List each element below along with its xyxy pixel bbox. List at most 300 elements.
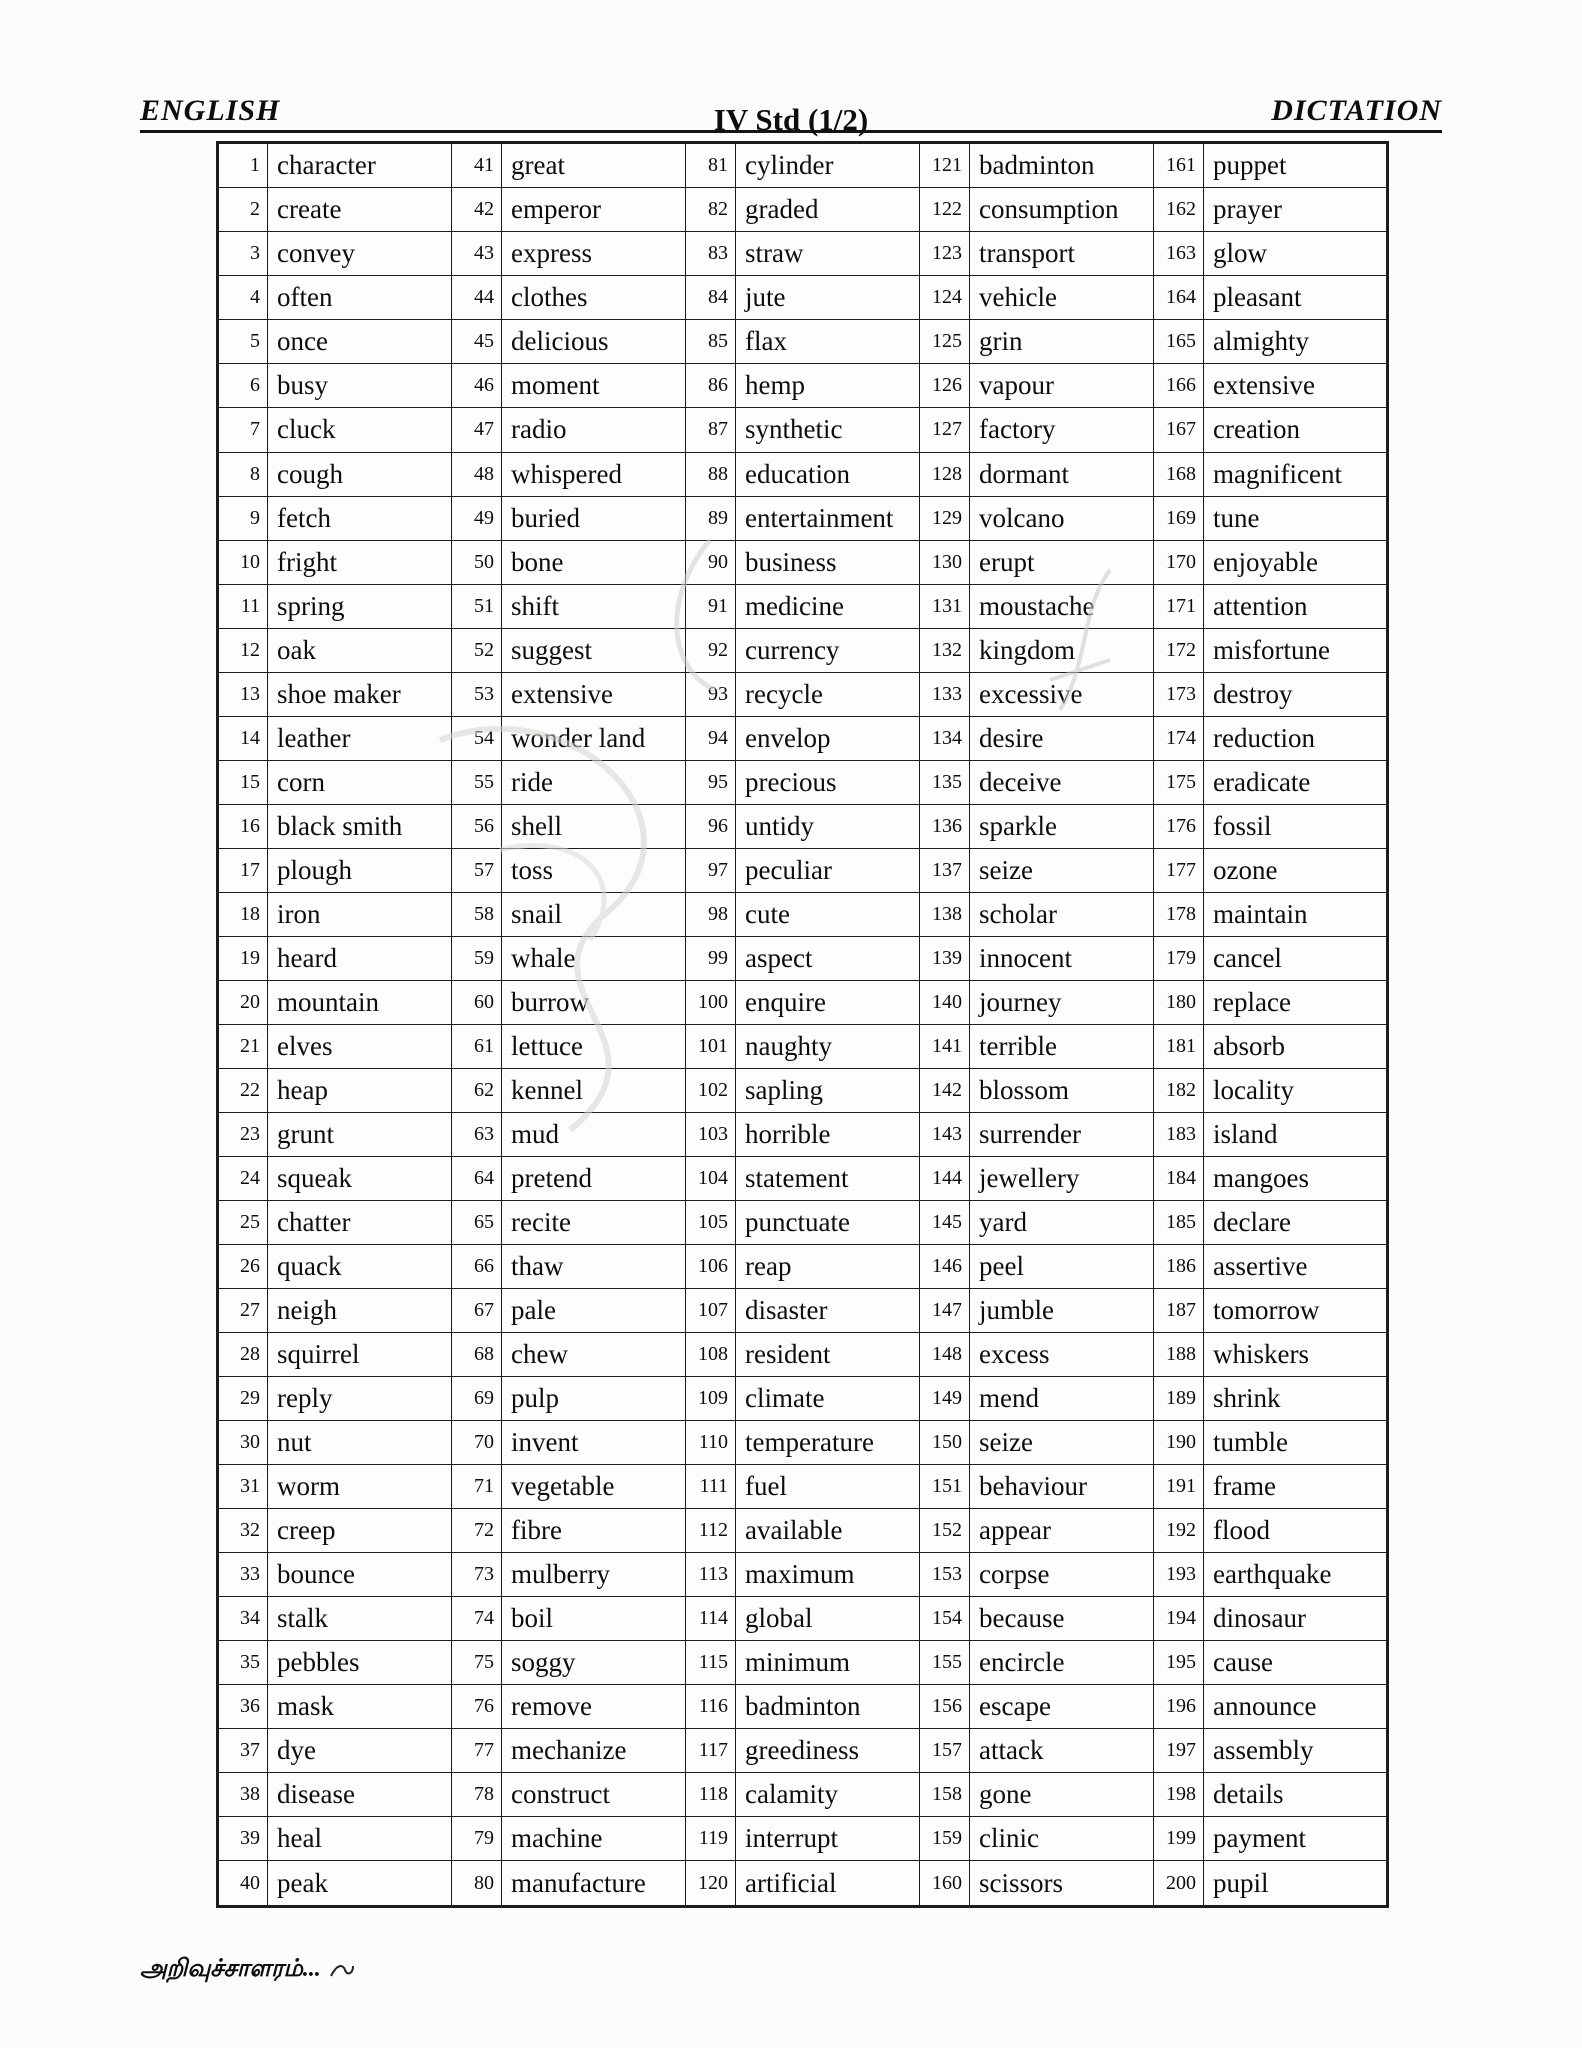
word-text: behaviour (970, 1464, 1154, 1508)
word-text: whiskers (1204, 1332, 1388, 1376)
word-text: climate (736, 1376, 920, 1420)
table-row (218, 452, 1388, 496)
word-text: machine (502, 1816, 686, 1860)
word-number: 59 (452, 936, 502, 980)
word-text: peel (970, 1244, 1154, 1288)
word-text: locality (1204, 1068, 1388, 1112)
word-text: badminton (970, 143, 1154, 188)
word-number: 3 (218, 232, 268, 276)
word-number: 5 (218, 320, 268, 364)
word-number: 195 (1154, 1640, 1204, 1684)
word-text: kennel (502, 1068, 686, 1112)
word-text: burrow (502, 980, 686, 1024)
word-number: 180 (1154, 980, 1204, 1024)
word-number: 141 (920, 1024, 970, 1068)
word-text: entertainment (736, 496, 920, 540)
word-text: horrible (736, 1112, 920, 1156)
word-number: 127 (920, 408, 970, 452)
word-text: jewellery (970, 1156, 1154, 1200)
word-text: jumble (970, 1288, 1154, 1332)
word-number: 42 (452, 188, 502, 232)
word-text: dinosaur (1204, 1596, 1388, 1640)
word-number: 85 (686, 320, 736, 364)
word-text: frame (1204, 1464, 1388, 1508)
word-text: escape (970, 1684, 1154, 1728)
word-number: 187 (1154, 1288, 1204, 1332)
word-number: 196 (1154, 1684, 1204, 1728)
word-text: chew (502, 1332, 686, 1376)
word-text: shell (502, 804, 686, 848)
word-text: vegetable (502, 1464, 686, 1508)
word-text: pulp (502, 1376, 686, 1420)
word-number: 23 (218, 1112, 268, 1156)
word-text: worm (268, 1464, 452, 1508)
word-text: clothes (502, 276, 686, 320)
word-number: 13 (218, 672, 268, 716)
word-number: 135 (920, 760, 970, 804)
word-number: 94 (686, 716, 736, 760)
word-number: 119 (686, 1816, 736, 1860)
word-number: 98 (686, 892, 736, 936)
word-text: glow (1204, 232, 1388, 276)
word-text: once (268, 320, 452, 364)
word-text: recycle (736, 672, 920, 716)
word-text: because (970, 1596, 1154, 1640)
table-row (218, 980, 1388, 1024)
word-text: currency (736, 628, 920, 672)
word-number: 92 (686, 628, 736, 672)
word-number: 61 (452, 1024, 502, 1068)
word-number: 160 (920, 1861, 970, 1907)
table-row (218, 143, 1388, 188)
word-number: 188 (1154, 1332, 1204, 1376)
word-number: 30 (218, 1420, 268, 1464)
word-number: 142 (920, 1068, 970, 1112)
word-number: 54 (452, 716, 502, 760)
table-row (218, 1464, 1388, 1508)
word-number: 41 (452, 143, 502, 188)
word-number: 57 (452, 848, 502, 892)
word-text: synthetic (736, 408, 920, 452)
word-text: wonder land (502, 716, 686, 760)
word-number: 129 (920, 496, 970, 540)
word-text: interrupt (736, 1816, 920, 1860)
word-number: 39 (218, 1816, 268, 1860)
word-text: badminton (736, 1684, 920, 1728)
word-text: graded (736, 188, 920, 232)
word-text: soggy (502, 1640, 686, 1684)
word-text: grin (970, 320, 1154, 364)
word-number: 172 (1154, 628, 1204, 672)
word-number: 163 (1154, 232, 1204, 276)
table-row (218, 496, 1388, 540)
word-number: 179 (1154, 936, 1204, 980)
word-number: 166 (1154, 364, 1204, 408)
word-number: 108 (686, 1332, 736, 1376)
word-text: bounce (268, 1552, 452, 1596)
word-number: 118 (686, 1772, 736, 1816)
word-number: 12 (218, 628, 268, 672)
word-text: puppet (1204, 143, 1388, 188)
word-number: 65 (452, 1200, 502, 1244)
word-text: mechanize (502, 1728, 686, 1772)
word-text: attention (1204, 584, 1388, 628)
word-text: seize (970, 1420, 1154, 1464)
word-number: 31 (218, 1464, 268, 1508)
word-text: hemp (736, 364, 920, 408)
footer-imprint-text: அறிவுச்சாளரம்... (140, 1956, 321, 1982)
word-number: 159 (920, 1816, 970, 1860)
word-text: absorb (1204, 1024, 1388, 1068)
word-text: ozone (1204, 848, 1388, 892)
word-text: suggest (502, 628, 686, 672)
word-text: deceive (970, 760, 1154, 804)
word-number: 170 (1154, 540, 1204, 584)
word-number: 174 (1154, 716, 1204, 760)
word-text: cute (736, 892, 920, 936)
word-text: punctuate (736, 1200, 920, 1244)
word-text: whale (502, 936, 686, 980)
word-text: tune (1204, 496, 1388, 540)
word-text: clinic (970, 1816, 1154, 1860)
word-text: temperature (736, 1420, 920, 1464)
word-number: 58 (452, 892, 502, 936)
word-text: assembly (1204, 1728, 1388, 1772)
word-number: 28 (218, 1332, 268, 1376)
table-row (218, 1772, 1388, 1816)
word-number: 60 (452, 980, 502, 1024)
word-number: 55 (452, 760, 502, 804)
table-row (218, 1376, 1388, 1420)
word-number: 125 (920, 320, 970, 364)
word-text: assertive (1204, 1244, 1388, 1288)
word-number: 140 (920, 980, 970, 1024)
word-number: 8 (218, 452, 268, 496)
word-text: mask (268, 1684, 452, 1728)
word-number: 69 (452, 1376, 502, 1420)
word-text: great (502, 143, 686, 188)
word-text: island (1204, 1112, 1388, 1156)
word-number: 9 (218, 496, 268, 540)
table-row (218, 760, 1388, 804)
word-number: 97 (686, 848, 736, 892)
word-number: 14 (218, 716, 268, 760)
word-number: 49 (452, 496, 502, 540)
word-number: 44 (452, 276, 502, 320)
word-text: extensive (1204, 364, 1388, 408)
word-text: fuel (736, 1464, 920, 1508)
word-number: 26 (218, 1244, 268, 1288)
word-text: whispered (502, 452, 686, 496)
word-text: quack (268, 1244, 452, 1288)
word-number: 109 (686, 1376, 736, 1420)
word-number: 10 (218, 540, 268, 584)
header-topic-label: DICTATION (1271, 94, 1442, 127)
footer-mark-icon (329, 1960, 355, 1982)
word-number: 20 (218, 980, 268, 1024)
word-text: enquire (736, 980, 920, 1024)
word-text: vehicle (970, 276, 1154, 320)
word-number: 191 (1154, 1464, 1204, 1508)
word-text: fright (268, 540, 452, 584)
word-number: 126 (920, 364, 970, 408)
word-text: remove (502, 1684, 686, 1728)
word-number: 17 (218, 848, 268, 892)
word-number: 173 (1154, 672, 1204, 716)
word-number: 62 (452, 1068, 502, 1112)
word-number: 90 (686, 540, 736, 584)
word-number: 81 (686, 143, 736, 188)
word-number: 121 (920, 143, 970, 188)
word-text: untidy (736, 804, 920, 848)
table-row (218, 320, 1388, 364)
word-number: 134 (920, 716, 970, 760)
word-number: 1 (218, 143, 268, 188)
word-number: 40 (218, 1861, 268, 1907)
word-number: 6 (218, 364, 268, 408)
word-text: mend (970, 1376, 1154, 1420)
word-number: 107 (686, 1288, 736, 1332)
word-number: 33 (218, 1552, 268, 1596)
word-text: corpse (970, 1552, 1154, 1596)
word-number: 102 (686, 1068, 736, 1112)
table-row (218, 540, 1388, 584)
table-row (218, 1332, 1388, 1376)
word-number: 156 (920, 1684, 970, 1728)
word-text: aspect (736, 936, 920, 980)
word-text: creation (1204, 408, 1388, 452)
table-row (218, 936, 1388, 980)
table-row (218, 1024, 1388, 1068)
word-number: 167 (1154, 408, 1204, 452)
word-number: 106 (686, 1244, 736, 1288)
word-number: 155 (920, 1640, 970, 1684)
word-number: 193 (1154, 1552, 1204, 1596)
word-text: greediness (736, 1728, 920, 1772)
word-number: 2 (218, 188, 268, 232)
word-number: 157 (920, 1728, 970, 1772)
word-number: 29 (218, 1376, 268, 1420)
word-text: resident (736, 1332, 920, 1376)
word-text: fossil (1204, 804, 1388, 848)
word-number: 151 (920, 1464, 970, 1508)
word-number: 139 (920, 936, 970, 980)
word-text: moustache (970, 584, 1154, 628)
word-number: 144 (920, 1156, 970, 1200)
table-row (218, 1508, 1388, 1552)
word-text: squeak (268, 1156, 452, 1200)
word-text: maintain (1204, 892, 1388, 936)
word-number: 87 (686, 408, 736, 452)
word-number: 52 (452, 628, 502, 672)
word-number: 114 (686, 1596, 736, 1640)
word-number: 24 (218, 1156, 268, 1200)
word-number: 175 (1154, 760, 1204, 804)
word-text: shift (502, 584, 686, 628)
table-row (218, 672, 1388, 716)
word-text: peak (268, 1861, 452, 1907)
word-number: 146 (920, 1244, 970, 1288)
word-number: 34 (218, 1596, 268, 1640)
word-text: naughty (736, 1024, 920, 1068)
table-row (218, 1684, 1388, 1728)
word-number: 35 (218, 1640, 268, 1684)
word-number: 133 (920, 672, 970, 716)
word-text: invent (502, 1420, 686, 1464)
word-number: 72 (452, 1508, 502, 1552)
word-number: 83 (686, 232, 736, 276)
word-number: 89 (686, 496, 736, 540)
word-text: pale (502, 1288, 686, 1332)
word-table-body (218, 143, 1388, 1907)
word-text: create (268, 188, 452, 232)
table-row (218, 892, 1388, 936)
word-number: 82 (686, 188, 736, 232)
word-number: 117 (686, 1728, 736, 1772)
word-number: 25 (218, 1200, 268, 1244)
word-text: declare (1204, 1200, 1388, 1244)
word-text: cough (268, 452, 452, 496)
word-text: thaw (502, 1244, 686, 1288)
page-header (140, 90, 1442, 137)
word-number: 115 (686, 1640, 736, 1684)
dictation-word-table (216, 141, 1389, 1908)
word-number: 7 (218, 408, 268, 452)
word-number: 91 (686, 584, 736, 628)
word-number: 147 (920, 1288, 970, 1332)
word-number: 95 (686, 760, 736, 804)
word-number: 164 (1154, 276, 1204, 320)
word-text: announce (1204, 1684, 1388, 1728)
word-text: pleasant (1204, 276, 1388, 320)
table-row (218, 1068, 1388, 1112)
word-number: 75 (452, 1640, 502, 1684)
word-number: 18 (218, 892, 268, 936)
word-text: grunt (268, 1112, 452, 1156)
word-text: boil (502, 1596, 686, 1640)
word-number: 103 (686, 1112, 736, 1156)
word-number: 185 (1154, 1200, 1204, 1244)
word-text: gone (970, 1772, 1154, 1816)
word-text: jute (736, 276, 920, 320)
word-number: 190 (1154, 1420, 1204, 1464)
word-text: journey (970, 980, 1154, 1024)
word-text: cause (1204, 1640, 1388, 1684)
word-number: 200 (1154, 1861, 1204, 1907)
word-text: shrink (1204, 1376, 1388, 1420)
word-text: available (736, 1508, 920, 1552)
word-text: erupt (970, 540, 1154, 584)
word-text: dormant (970, 452, 1154, 496)
word-text: reduction (1204, 716, 1388, 760)
word-text: corn (268, 760, 452, 804)
word-number: 74 (452, 1596, 502, 1640)
word-number: 131 (920, 584, 970, 628)
word-text: pebbles (268, 1640, 452, 1684)
word-number: 38 (218, 1772, 268, 1816)
table-row (218, 188, 1388, 232)
word-number: 4 (218, 276, 268, 320)
word-number: 143 (920, 1112, 970, 1156)
word-text: delicious (502, 320, 686, 364)
word-text: express (502, 232, 686, 276)
word-number: 16 (218, 804, 268, 848)
word-text: payment (1204, 1816, 1388, 1860)
table-row (218, 848, 1388, 892)
word-text: kingdom (970, 628, 1154, 672)
word-text: blossom (970, 1068, 1154, 1112)
table-row (218, 584, 1388, 628)
word-number: 161 (1154, 143, 1204, 188)
word-text: earthquake (1204, 1552, 1388, 1596)
word-text: reply (268, 1376, 452, 1420)
word-text: business (736, 540, 920, 584)
word-text: almighty (1204, 320, 1388, 364)
word-number: 120 (686, 1861, 736, 1907)
word-text: straw (736, 232, 920, 276)
page-title: IV Std (1/2) (713, 102, 869, 137)
word-text: enjoyable (1204, 540, 1388, 584)
word-text: moment (502, 364, 686, 408)
word-number: 168 (1154, 452, 1204, 496)
word-text: construct (502, 1772, 686, 1816)
word-text: reap (736, 1244, 920, 1288)
word-text: encircle (970, 1640, 1154, 1684)
word-number: 101 (686, 1024, 736, 1068)
word-number: 77 (452, 1728, 502, 1772)
word-number: 63 (452, 1112, 502, 1156)
word-number: 36 (218, 1684, 268, 1728)
word-text: mangoes (1204, 1156, 1388, 1200)
table-row (218, 1112, 1388, 1156)
word-text: scissors (970, 1861, 1154, 1907)
word-text: leather (268, 716, 452, 760)
word-text: mud (502, 1112, 686, 1156)
word-number: 47 (452, 408, 502, 452)
word-text: oak (268, 628, 452, 672)
word-text: education (736, 452, 920, 496)
word-text: terrible (970, 1024, 1154, 1068)
word-text: scholar (970, 892, 1154, 936)
word-number: 48 (452, 452, 502, 496)
word-number: 197 (1154, 1728, 1204, 1772)
word-number: 198 (1154, 1772, 1204, 1816)
word-text: appear (970, 1508, 1154, 1552)
page-footer (140, 1956, 355, 1985)
word-text: heard (268, 936, 452, 980)
word-number: 111 (686, 1464, 736, 1508)
word-text: artificial (736, 1861, 920, 1907)
word-number: 70 (452, 1420, 502, 1464)
word-number: 162 (1154, 188, 1204, 232)
dictation-word-table-wrapper (216, 141, 1389, 1908)
table-row (218, 628, 1388, 672)
word-text: character (268, 143, 452, 188)
word-text: fibre (502, 1508, 686, 1552)
table-row (218, 232, 1388, 276)
word-number: 53 (452, 672, 502, 716)
word-number: 66 (452, 1244, 502, 1288)
table-row (218, 1244, 1388, 1288)
word-text: chatter (268, 1200, 452, 1244)
word-number: 79 (452, 1816, 502, 1860)
word-number: 37 (218, 1728, 268, 1772)
word-text: manufacture (502, 1861, 686, 1907)
word-number: 169 (1154, 496, 1204, 540)
word-text: precious (736, 760, 920, 804)
word-text: volcano (970, 496, 1154, 540)
word-text: cylinder (736, 143, 920, 188)
